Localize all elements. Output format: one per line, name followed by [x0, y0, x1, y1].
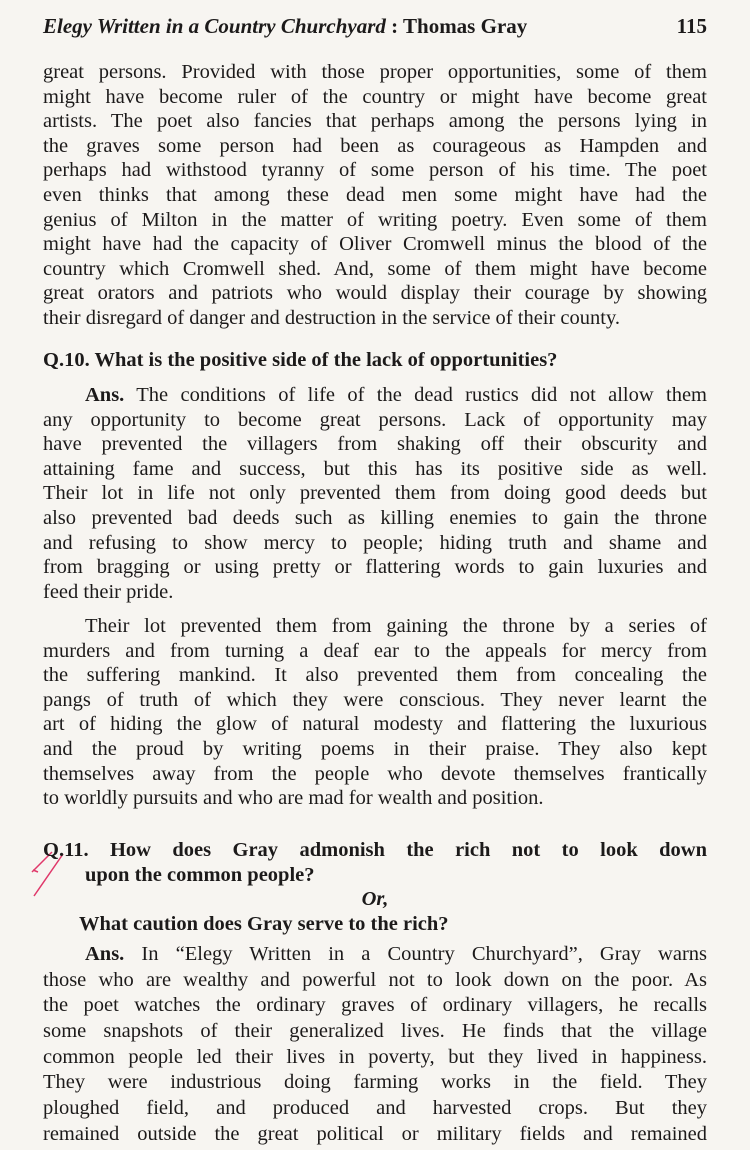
text-line: to worldly pursuits and who are mad for wealth and position.	[43, 787, 544, 810]
text-line: country which Cromwell shed. And, some of them might have become	[43, 257, 707, 280]
header-author: : Thomas Gray	[385, 14, 528, 38]
text-line: also prevented bad deeds such as killing enemies to gain the throne	[43, 506, 707, 529]
text-line: art of hiding the glow of natural modesty and flattering the luxurious	[43, 713, 707, 736]
or-separator: Or,	[361, 888, 389, 911]
text-line: great orators and patriots who would display their courage by showing	[43, 282, 707, 305]
answer-11-first-text: In “Elegy Written in a Country Churchyard”, Gray warns	[124, 943, 707, 965]
text-line: Their lot in life not only prevented them from doing good deeds but	[43, 482, 707, 505]
text-line: themselves away from the people who devote themselves frantically	[43, 762, 707, 785]
answer-label: Ans.	[85, 384, 125, 406]
answer-11-first-line	[43, 942, 707, 968]
answer-10	[43, 383, 707, 604]
text-line: and refusing to show mercy to people; hiding truth and shame and	[43, 531, 707, 554]
text-line: the poet watches the ordinary graves of ordinary villagers, he recalls	[43, 994, 707, 1017]
question-11-line-1: Q.11. How does Gray admonish the rich not to look down	[43, 839, 707, 861]
text-line: pangs of truth of which they were conscious. They never learnt the	[43, 688, 707, 711]
question-11-line-2: upon the common people?	[85, 863, 315, 886]
page-number: 115	[676, 14, 707, 38]
text-line: from bragging or using pretty or flattering words to gain luxuries and	[43, 556, 707, 579]
text-line: the suffering mankind. It also prevented them from concealing the	[43, 664, 707, 687]
text-line: Their lot prevented them from gaining the throne by a series of	[85, 615, 707, 637]
text-line: might have had the capacity of Oliver Cromwell minus the blood of the	[43, 233, 707, 256]
header-title	[43, 14, 527, 39]
text-line: great persons. Provided with those proper opportunities, some of them	[43, 61, 707, 83]
question-11-alternate: What caution does Gray serve to the rich?	[79, 912, 449, 935]
text-line: murders and from turning a deaf ear to the appeals for mercy from	[43, 639, 707, 662]
text-line: remained outside the great political or military fields and remained	[43, 1122, 707, 1145]
paragraph-1	[43, 60, 707, 331]
text-line: might have become ruler of the country or might have become great	[43, 85, 707, 108]
text-line: They were industrious doing farming works in the field. They	[43, 1071, 707, 1094]
answer-10-first-line	[43, 383, 707, 408]
running-header	[43, 14, 707, 42]
text-line: have prevented the villagers from shaking off their obscurity and	[43, 433, 707, 456]
text-line: feed their pride.	[43, 580, 174, 603]
text-line: genius of Milton in the matter of writing poetry. Even some of them	[43, 208, 707, 231]
text-line: and the proud by writing poems in their praise. They also kept	[43, 737, 707, 760]
text-line: perhaps had withstood tyranny of some person of his time. The poet	[43, 159, 707, 182]
text-line: any opportunity to become great persons. Lack of opportunity may	[43, 408, 707, 431]
text-line: attaining fame and success, but this has its positive side as well.	[43, 457, 707, 480]
text-line: artists. The poet also fancies that perhaps among the persons lying in	[43, 110, 707, 133]
header-title-italic: Elegy Written in a Country Churchyard	[43, 14, 386, 38]
question-10	[43, 348, 707, 373]
text-line: even thinks that among these dead men some might have had the	[43, 183, 707, 206]
answer-label: Ans.	[85, 943, 125, 965]
answer-11	[43, 942, 707, 1148]
text-line: ploughed field, and produced and harvested crops. But they	[43, 1097, 707, 1120]
text-line: the graves some person had been as courageous as Hampden and	[43, 134, 707, 157]
text-line: their disregard of danger and destruction in the service of their county.	[43, 306, 621, 329]
text-line: common people led their lives in poverty, but they lived in happiness.	[43, 1045, 707, 1068]
answer-10-first-text: The conditions of life of the dead rustics did not allow them	[124, 384, 707, 406]
paragraph-2	[43, 614, 707, 811]
question-10-text: Q.10. What is the positive side of the lack of opportunities?	[43, 349, 558, 371]
text-line: some snapshots of their generalized lives. He finds that the village	[43, 1020, 707, 1043]
text-line: those who are wealthy and powerful not to look down on the poor. As	[43, 968, 707, 991]
question-11	[43, 838, 707, 936]
